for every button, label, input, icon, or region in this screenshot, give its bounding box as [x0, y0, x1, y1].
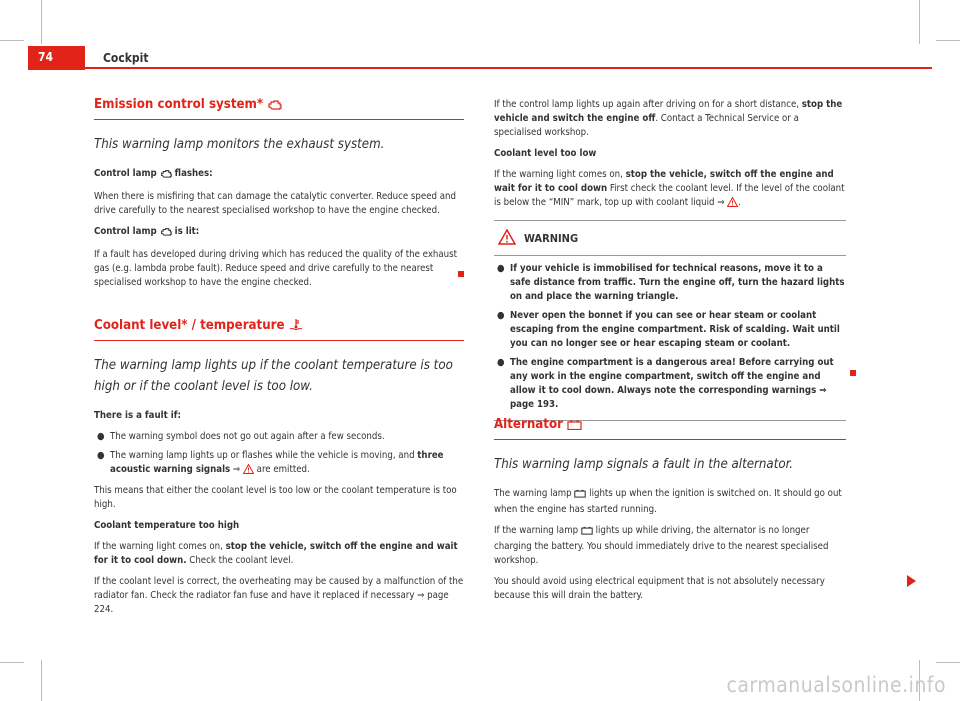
lit-text: If a fault has developed during driving which has reduced the quality of the exhaust gas (e.g. lambda probe fault). Reduce speed and drive carefully to the nearest specialised workshop to have the engine checked.	[94, 249, 458, 288]
list-item: ● If your vehicle is immobilised for technical reasons, move it to a safe distance from traffic. Turn the engine off, turn the hazard lights on and place the warning triangle.	[497, 263, 845, 302]
coolant-temperature-icon	[289, 318, 303, 335]
list-item: ● The warning symbol does not go out again after a few seconds.	[97, 431, 385, 442]
section-heading: Coolant level* / temperature	[94, 318, 464, 335]
chapter-title: Cockpit	[103, 51, 149, 65]
section-end-mark	[458, 271, 464, 277]
crop-mark	[41, 0, 42, 44]
alternator-text-2: If the warning lamp lights up while driving, the alternator is no longer charging the battery. You should immediately drive to the nearest specialised workshop.	[494, 525, 829, 566]
engine-icon	[160, 227, 172, 241]
warning-body	[494, 262, 846, 412]
meaning-text: This means that either the coolant level is too low or the coolant temperature is too high.	[94, 485, 457, 510]
temp-text: If the warning light comes on, stop the vehicle, switch off the engine and wait for it to cool down. Check the coolant level.	[94, 541, 458, 566]
alternator-section	[494, 418, 846, 610]
crop-mark	[0, 40, 24, 41]
flash-text: When there is misfiring that can damage the catalytic converter. Reduce speed and drive carefully to the nearest specialised workshop to have the engine checked.	[94, 191, 456, 216]
low-text: If the warning light comes on, stop the vehicle, switch off the engine and wait for it to cool down First check the coolant level. If the level of the coolant is below the “MIN” mark, top up with coolant liquid ⇒ .	[494, 168, 846, 212]
warning-title: WARNING	[494, 229, 846, 249]
section-end-mark	[850, 370, 856, 376]
crop-mark	[0, 662, 24, 663]
section-heading: Emission control system*	[94, 98, 464, 114]
battery-icon	[581, 526, 593, 540]
list-item: ● The engine compartment is a dangerous area! Before carrying out any work in the engine compartment, switch off the engine and allow it to cool down. Always note the corresponding warnings ⇒ page 193.	[497, 357, 834, 410]
warning-triangle-icon	[727, 197, 738, 212]
lit-label: Control lamp is lit:	[94, 225, 464, 241]
correct-text: If the coolant level is correct, the overheating may be caused by a malfunction of the radiator fan. Check the radiator fan fuse and have it replaced if necessary ⇒ page 224.	[94, 576, 464, 615]
list-item: ● The warning lamp lights up or flashes while the vehicle is moving, and three acoustic warning signals ⇒ are emitted.	[94, 449, 464, 479]
alternator-text-3: You should avoid using electrical equipment that is not absolutely necessary because this will drain the battery.	[494, 576, 825, 601]
next-page-arrow-icon	[907, 575, 916, 587]
engine-icon	[267, 99, 282, 114]
warning-rule	[494, 255, 846, 256]
low-label: Coolant level too low	[494, 148, 597, 159]
page-number-tab	[28, 46, 85, 70]
engine-icon	[160, 169, 172, 183]
battery-icon	[567, 420, 582, 434]
temp-label: Coolant temperature too high	[94, 520, 240, 531]
section-subtitle: This warning lamp monitors the exhaust system.	[94, 137, 385, 152]
battery-icon	[574, 489, 586, 503]
emission-section	[94, 98, 464, 290]
section-rule	[94, 119, 464, 120]
crop-mark	[919, 0, 920, 44]
right-column	[494, 98, 846, 421]
flash-label: Control lamp flashes:	[94, 167, 464, 183]
crop-mark	[936, 40, 960, 41]
alternator-text-1: The warning lamp lights up when the ignition is switched on. It should go out when the engine has started running.	[494, 488, 842, 515]
warning-box	[494, 220, 846, 421]
crop-mark	[936, 662, 960, 663]
list-item: ● Never open the bonnet if you can see or hear steam or coolant escaping from the engine compartment. Risk of scalding. Wait until you can no longer see or hear escaping steam or coolant.	[497, 310, 840, 349]
warning-triangle-icon	[498, 229, 516, 249]
crop-mark	[41, 660, 42, 701]
section-subtitle: The warning lamp lights up if the coolant temperature is too high or if the coolant level is too low.	[94, 358, 453, 394]
continued-text: If the control lamp lights up again after driving on for a short distance, stop the vehicle and switch the engine off. Contact a Technical Service or a specialised workshop.	[494, 99, 843, 138]
section-rule	[94, 340, 464, 341]
coolant-section	[94, 318, 464, 624]
page-number: 74	[38, 50, 54, 64]
section-subtitle: This warning lamp signals a fault in the alternator.	[494, 457, 794, 472]
fault-label: There is a fault if:	[94, 410, 181, 421]
section-rule	[494, 439, 846, 440]
warning-triangle-icon	[243, 464, 254, 479]
left-column	[94, 98, 464, 297]
header-rule	[85, 67, 932, 69]
watermark: carmanualsonline.info	[726, 673, 946, 697]
section-heading: Alternator	[494, 418, 846, 434]
